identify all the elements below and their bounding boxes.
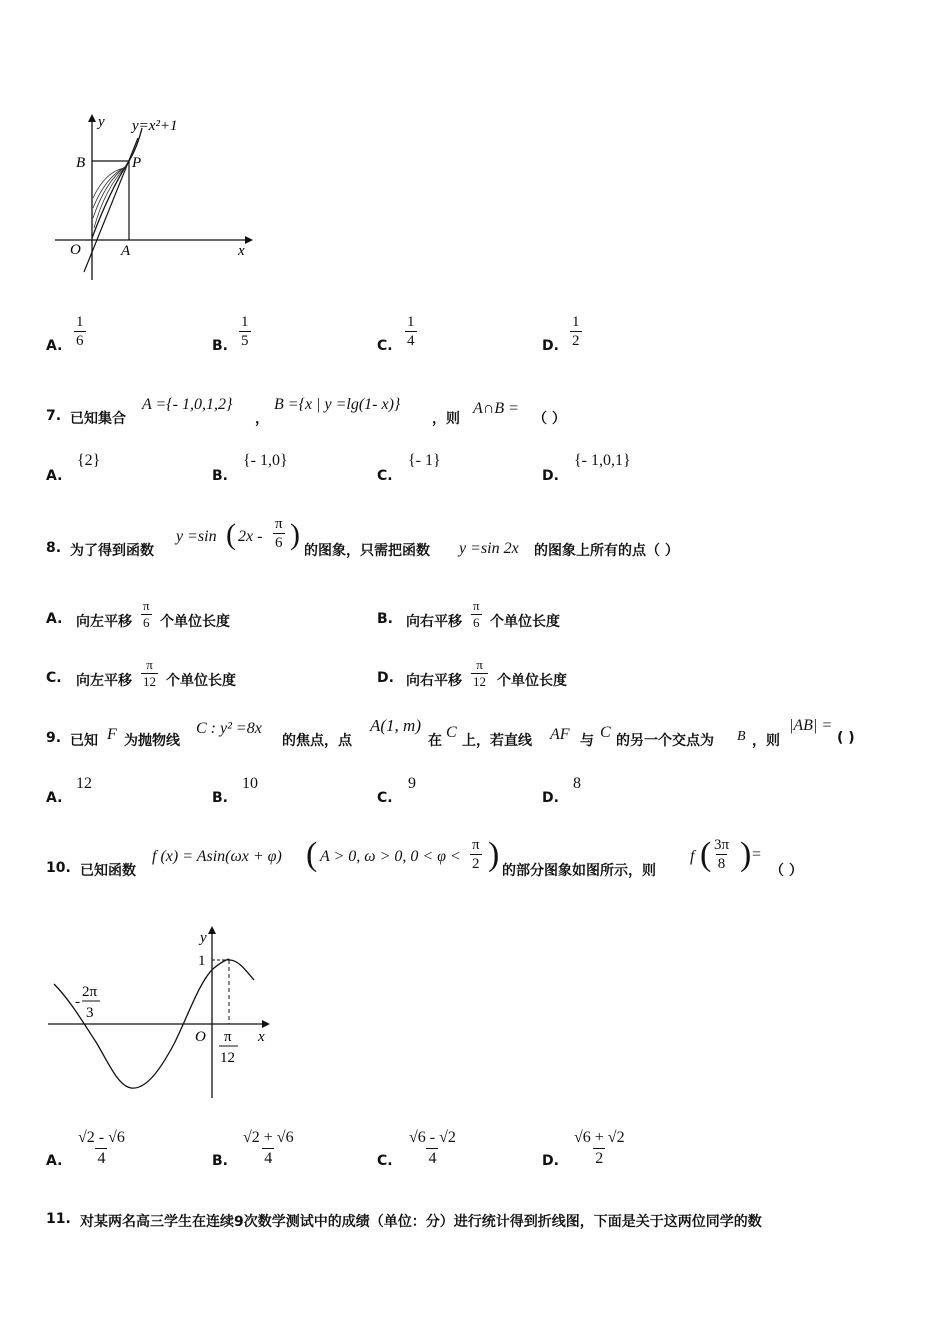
graph-x-label: x	[258, 1029, 265, 1045]
q8-text-mid: 的图象，只需把函数	[304, 543, 430, 559]
q9-number: 9.	[46, 730, 62, 746]
sine-graph	[40, 920, 280, 1105]
q6-option-a-value: $\frac{1}{6}$	[76, 314, 84, 349]
q10-number: 10.	[46, 860, 71, 876]
q10-option-c-value: $\frac{√6 - √2}{4}$	[409, 1129, 456, 1167]
q6-option-b-value: $\frac{1}{5}$	[241, 314, 249, 349]
graph-pos-den: 12	[220, 1050, 235, 1066]
q8-option-a-letter[interactable]: A.	[46, 611, 63, 627]
q8-option-b-frac: $\frac{\pi}{6}$	[473, 598, 480, 630]
q9-option-a-letter[interactable]: A.	[46, 790, 63, 806]
q8-option-b-pre: 向右平移	[406, 614, 462, 630]
q10-option-a-letter[interactable]: A.	[46, 1153, 63, 1169]
q9-option-b-letter[interactable]: B.	[212, 790, 228, 806]
point-p-label: P	[132, 155, 142, 171]
q8-text-before: 为了得到函数	[70, 543, 154, 559]
graph-x-arrow	[262, 1020, 270, 1028]
graph-neg-sign: -	[75, 994, 80, 1010]
q7-option-b-value: {- 1,0}	[243, 452, 288, 469]
q9-option-d-value: 8	[573, 775, 581, 792]
q8-option-a-post: 个单位长度	[160, 614, 230, 630]
q7-option-a-value: {2}	[77, 452, 101, 469]
q6-option-d-letter[interactable]: D.	[542, 338, 559, 354]
y-axis-arrow	[88, 114, 96, 122]
q11-text: 对某两名高三学生在连续9次数学测试中的成绩（单位：分）进行统计得到折线图，下面是关于这两位同学的数	[80, 1214, 762, 1230]
graph-y-arrow	[208, 926, 216, 934]
q9-t6: 与	[580, 733, 594, 749]
q10-cond-lparen: (	[306, 836, 318, 873]
q7-set-a: A ={- 1,0,1,2}	[142, 396, 233, 413]
q8-func2: y =sin 2x	[459, 540, 519, 557]
q10-cond-frac: $\frac{\pi}{2}$	[472, 837, 480, 872]
q9-focus-f: F	[107, 726, 117, 743]
q8-func1-inner: 2x -	[238, 528, 263, 545]
q8-option-a-pre: 向左平移	[76, 614, 132, 630]
q10-eq: =	[752, 846, 762, 863]
q7-option-d-value: {- 1,0,1}	[574, 452, 631, 469]
q10-option-d-value: $\frac{√6 + √2}{2}$	[574, 1129, 625, 1167]
q9-option-d-letter[interactable]: D.	[542, 790, 559, 806]
q7-option-d-letter[interactable]: D.	[542, 468, 559, 484]
q10-option-c-letter[interactable]: C.	[377, 1153, 393, 1169]
q9-option-c-value: 9	[408, 775, 416, 792]
q8-func1-rparen: )	[290, 518, 300, 551]
q9-option-a-value: 12	[76, 775, 92, 792]
q7-option-a-letter[interactable]: A.	[46, 468, 63, 484]
q7-option-c-value: {- 1}	[408, 452, 441, 469]
q9-b: B	[737, 729, 746, 744]
q10-arg-rparen: )	[740, 836, 752, 873]
graph-origin-label: O	[195, 1029, 206, 1045]
q7-paren: （ ）	[533, 411, 566, 427]
q8-option-b-post: 个单位长度	[490, 614, 560, 630]
graph-neg-den: 3	[86, 1005, 94, 1021]
point-b-label: B	[76, 155, 86, 171]
q9-t1: 已知	[70, 733, 98, 749]
q8-option-c-frac: $\frac{\pi}{12}$	[143, 657, 156, 689]
q8-option-b-letter[interactable]: B.	[377, 611, 393, 627]
q8-option-d-post: 个单位长度	[497, 673, 567, 689]
q6-option-c-value: $\frac{1}{4}$	[407, 314, 415, 349]
q9-t7: 的另一个交点为	[616, 733, 714, 749]
point-a-label: A	[121, 243, 131, 259]
q10-option-d-letter[interactable]: D.	[542, 1153, 559, 1169]
q8-option-d-pre: 向右平移	[406, 673, 462, 689]
q10-cond: A > 0, ω > 0, 0 < φ <	[320, 848, 461, 865]
q7-text-before: 已知集合	[70, 411, 126, 427]
x-axis-arrow	[245, 236, 253, 244]
q9-option-c-letter[interactable]: C.	[377, 790, 393, 806]
q8-option-c-pre: 向左平移	[76, 673, 132, 689]
q9-t8: ，则	[752, 733, 780, 749]
q10-option-a-value: $\frac{√2 - √6}{4}$	[78, 1129, 125, 1167]
y-label: y	[98, 114, 105, 130]
q10-paren: （ ）	[770, 863, 803, 879]
q10-option-b-letter[interactable]: B.	[212, 1153, 228, 1169]
q10-t1: 已知函数	[80, 863, 136, 879]
q9-ab: |AB| =	[789, 717, 833, 734]
graph-pos-num: π	[224, 1029, 232, 1045]
q7-expr: A∩B =	[473, 400, 519, 417]
q10-cond-rparen: )	[488, 836, 500, 873]
q9-af: AF	[550, 726, 570, 743]
graph-neg-num: 2π	[82, 984, 98, 1000]
q10-f: f	[690, 848, 695, 865]
q8-func1-frac: $\frac{\pi}{6}$	[275, 516, 283, 551]
q9-t4: 在	[428, 733, 442, 749]
parabola-curve	[92, 128, 142, 238]
graph-one-label: 1	[198, 953, 206, 969]
q7-set-b: B ={x | y =lg(1- x)}	[274, 396, 401, 413]
q6-option-d-value: $\frac{1}{2}$	[572, 314, 580, 349]
q6-option-a-letter[interactable]: A.	[46, 338, 63, 354]
q7-sep: ，	[255, 411, 269, 427]
q9-paren: ( )	[837, 730, 855, 746]
graph-y-label: y	[200, 930, 207, 946]
q10-t2: 的部分图象如图所示，则	[502, 863, 656, 879]
q7-option-c-letter[interactable]: C.	[377, 468, 393, 484]
q10-arg-lparen: (	[700, 836, 712, 873]
q8-option-c-letter[interactable]: C.	[46, 670, 62, 686]
q9-point: A(1, m)	[370, 716, 421, 735]
q8-func1-left: y =sin	[176, 528, 217, 545]
q9-t5: 上，若直线	[462, 733, 532, 749]
q8-option-d-letter[interactable]: D.	[377, 670, 394, 686]
q11-number: 11.	[46, 1211, 71, 1227]
q8-option-c-post: 个单位长度	[166, 673, 236, 689]
q7-text-mid: ，则	[432, 411, 460, 427]
q9-c2: C	[600, 724, 611, 741]
q8-option-d-frac: $\frac{\pi}{12}$	[473, 657, 486, 689]
q8-number: 8.	[46, 540, 62, 556]
q10-option-b-value: $\frac{√2 + √6}{4}$	[243, 1129, 294, 1167]
parabola-figure	[50, 110, 260, 285]
q6-option-c-letter[interactable]: C.	[377, 338, 393, 354]
origin-label: O	[70, 242, 81, 258]
q7-number: 7.	[46, 408, 62, 424]
q9-t3: 的焦点，点	[282, 733, 352, 749]
q8-func1-lparen: (	[226, 518, 236, 551]
q9-c: C	[446, 724, 457, 741]
q8-option-a-frac: $\frac{\pi}{6}$	[143, 598, 150, 630]
x-label: x	[238, 243, 245, 259]
q9-parabola: C : y² =8x	[196, 720, 262, 737]
curve-label: y=x²+1	[132, 118, 178, 134]
q9-option-b-value: 10	[242, 775, 258, 792]
q10-func: f (x) = Asin(ωx + φ)	[152, 848, 282, 865]
q8-text-after: 的图象上所有的点（ ）	[534, 543, 679, 559]
q7-option-b-letter[interactable]: B.	[212, 468, 228, 484]
q9-t2: 为抛物线	[124, 733, 180, 749]
q6-option-b-letter[interactable]: B.	[212, 338, 228, 354]
q10-arg-frac: $\frac{3\pi}{8}$	[714, 837, 730, 872]
